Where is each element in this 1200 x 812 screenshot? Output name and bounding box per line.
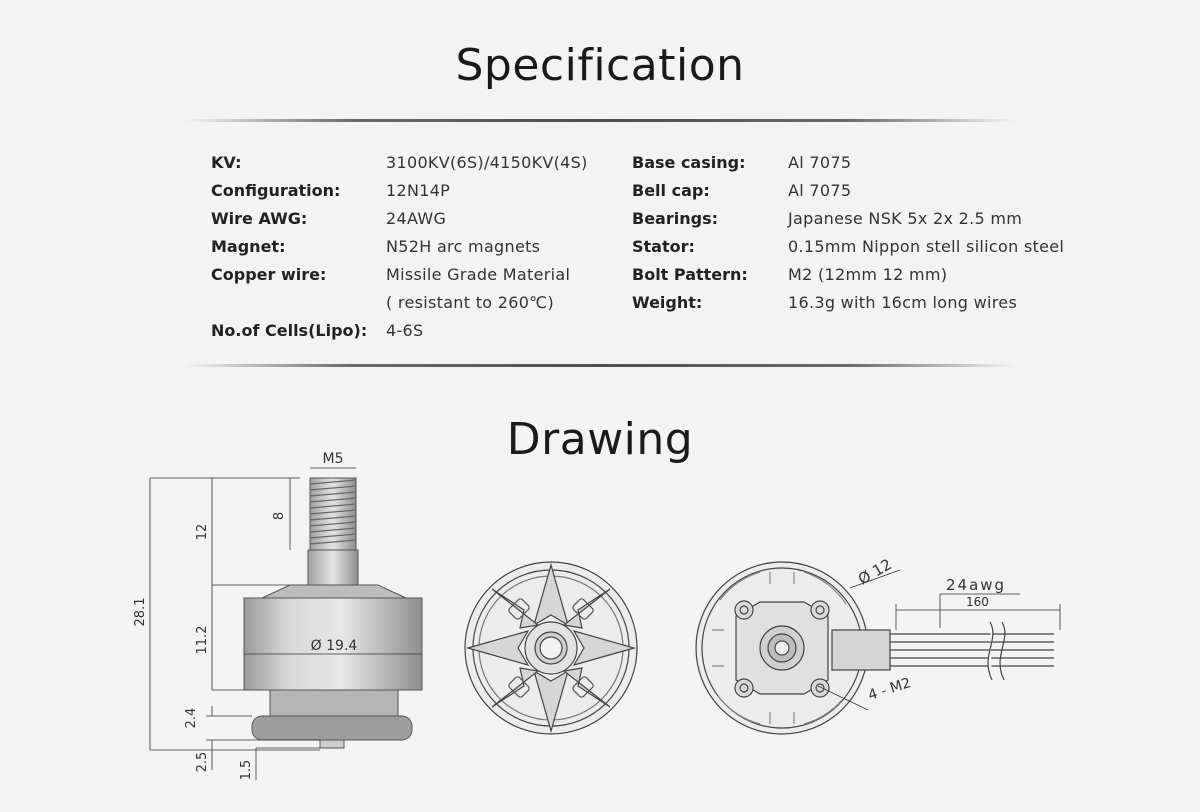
dim-bolt: 4 - M2 — [866, 675, 913, 704]
spec-value: Missile Grade Material — [386, 265, 571, 284]
dim-total-height: 28.1 — [133, 597, 148, 627]
dim-shaft-len: 12 — [195, 523, 210, 541]
specification-title: Specification — [455, 40, 745, 91]
wire-exit — [832, 630, 890, 670]
spec-value: Japanese NSK 5x 2x 2.5 mm — [788, 209, 1023, 228]
spec-value: Al 7075 — [788, 153, 852, 172]
spec-value: Al 7075 — [788, 181, 852, 200]
shaft-collar — [308, 550, 358, 585]
dim-base-h3: 1.5 — [239, 759, 254, 781]
spec-label: Magnet: — [211, 237, 286, 256]
wires — [890, 634, 1054, 666]
dim-wire-awg: 24awg — [946, 576, 1007, 594]
spec-value: N52H arc magnets — [386, 237, 541, 256]
dim-base-h1: 2.4 — [184, 707, 199, 729]
dim-thread-len: 8 — [272, 511, 287, 521]
dim-thread: M5 — [322, 451, 344, 467]
spec-value: 16.3g with 16cm long wires — [788, 293, 1018, 312]
spec-value: 24AWG — [386, 209, 447, 228]
wire-break — [988, 622, 993, 680]
dim-base-h2: 2.5 — [195, 751, 210, 773]
drawing-title: Drawing — [506, 414, 694, 465]
spec-label: Bolt Pattern: — [632, 265, 748, 284]
spec-label: No.of Cells(Lipo): — [211, 321, 368, 340]
spec-label: Configuration: — [211, 181, 341, 200]
spec-label: Stator: — [632, 237, 695, 256]
dim-bell-height: 11.2 — [195, 625, 210, 655]
spec-label: Base casing: — [632, 153, 746, 172]
spec-value: 4-6S — [386, 321, 424, 340]
dim-mount-diameter: Ø 12 — [855, 555, 895, 589]
base — [270, 690, 398, 718]
spec-value-continued: ( resistant to 260℃) — [386, 293, 554, 312]
spec-label: Copper wire: — [211, 265, 327, 284]
spec-label: Weight: — [632, 293, 703, 312]
spec-value: 0.15mm Nippon stell silicon steel — [788, 237, 1065, 256]
dim-diameter: Ø 19.4 — [310, 638, 358, 654]
spec-label: Bell cap: — [632, 181, 710, 200]
spec-value: 12N14P — [386, 181, 451, 200]
base-flange — [252, 716, 412, 740]
spec-value: 3100KV(6S)/4150KV(4S) — [386, 153, 588, 172]
bell-top — [262, 585, 406, 598]
spec-label: KV: — [211, 153, 242, 172]
dim-wire-len: 160 — [966, 595, 989, 609]
shaft-end — [320, 740, 344, 748]
top-view — [465, 562, 637, 734]
spec-label: Wire AWG: — [211, 209, 308, 228]
spec-value: M2 (12mm 12 mm) — [788, 265, 948, 284]
spec-label: Bearings: — [632, 209, 718, 228]
